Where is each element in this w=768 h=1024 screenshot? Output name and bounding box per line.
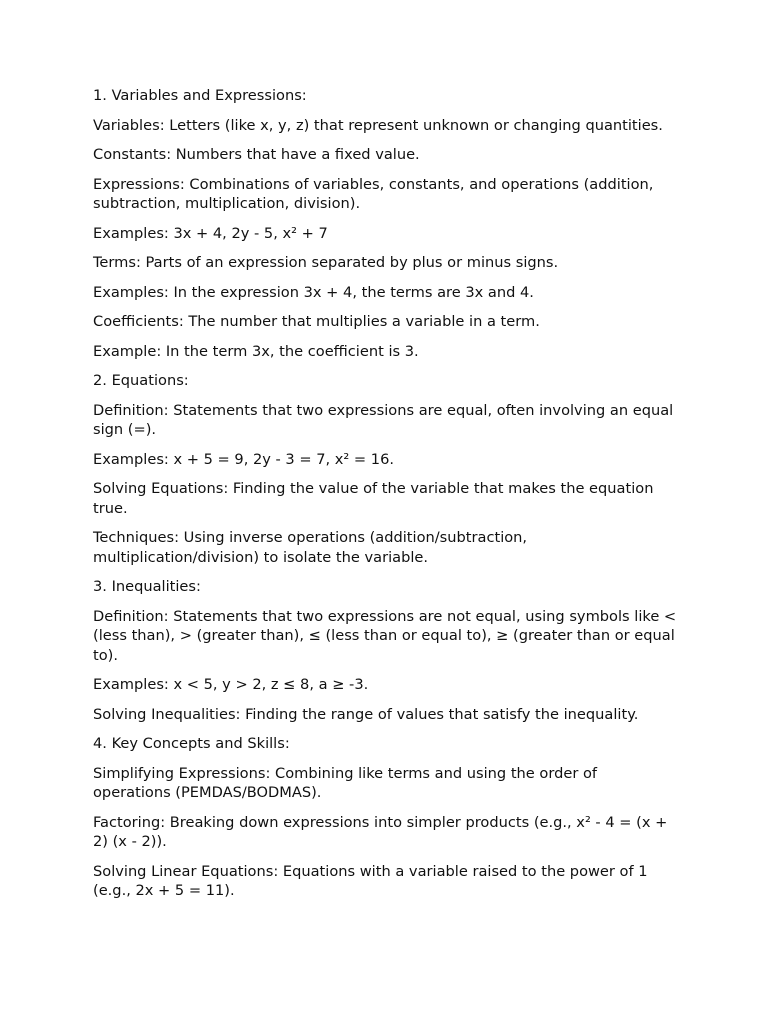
section-heading-key-concepts: 4. Key Concepts and Skills: — [93, 735, 290, 752]
paragraph-terms: Terms: Parts of an expression separated by plus or minus signs. — [93, 254, 559, 271]
document-page — [93, 86, 678, 911]
paragraph-solving-linear-equations: Solving Linear Equations: Equations with a variable raised to the power of 1 (e.g., 2x + 5 = 11). — [93, 862, 648, 899]
paragraph-inequality-examples: Examples: x < 5, y > 2, z ≤ 8, a ≥ -3. — [93, 676, 369, 693]
section-heading-inequalities: 3. Inequalities: — [93, 578, 201, 595]
paragraph-variables: Variables: Letters (like x, y, z) that represent unknown or changing quantities. — [93, 116, 663, 134]
paragraph-expression-examples: Examples: 3x + 4, 2y - 5, x² + 7 — [93, 224, 328, 242]
paragraph-coefficient-example: Example: In the term 3x, the coefficient is 3. — [93, 342, 419, 360]
paragraph-coefficients: Coefficients: The number that multiplies a variable in a term. — [93, 313, 540, 330]
paragraph-solving-equations: Solving Equations: Finding the value of the variable that makes the equation true. — [93, 480, 654, 517]
paragraph-equation-definition: Definition: Statements that two expressions are equal, often involving an equal sign (=). — [93, 401, 674, 438]
paragraph-solving-inequalities: Solving Inequalities: Finding the range of values that satisfy the inequality. — [93, 705, 639, 723]
paragraph-simplifying-expressions: Simplifying Expressions: Combining like terms and using the order of operations (PEMDAS/BODMAS). — [93, 764, 598, 801]
paragraph-terms-examples: Examples: In the expression 3x + 4, the terms are 3x and 4. — [93, 283, 534, 301]
paragraph-expressions: Expressions: Combinations of variables, constants, and operations (addition, subtraction, multiplication, division). — [93, 175, 654, 212]
section-heading-variables-expressions: 1. Variables and Expressions: — [93, 87, 307, 104]
section-heading-equations: 2. Equations: — [93, 372, 189, 389]
paragraph-equation-examples: Examples: x + 5 = 9, 2y - 3 = 7, x² = 16. — [93, 450, 394, 468]
paragraph-inequality-definition: Definition: Statements that two expressions are not equal, using symbols like < (less than), > (greater than), ≤ (less than or equal to), ≥ (greater than or equal to). — [93, 607, 677, 664]
paragraph-constants: Constants: Numbers that have a fixed value. — [93, 146, 420, 163]
paragraph-factoring: Factoring: Breaking down expressions into simpler products (e.g., x² - 4 = (x + 2) (x - 2)). — [93, 813, 668, 850]
paragraph-techniques: Techniques: Using inverse operations (addition/subtraction, multiplication/division) to isolate the variable. — [93, 529, 528, 566]
